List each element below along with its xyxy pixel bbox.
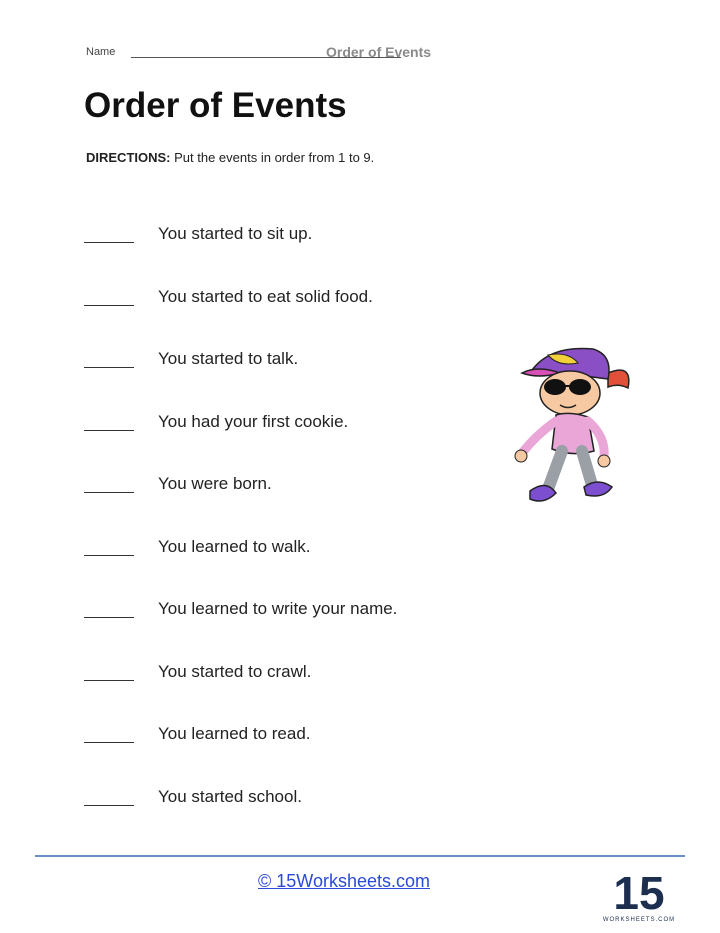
page-title: Order of Events [84,86,347,125]
name-label: Name [86,46,116,58]
event-text: You started to crawl. [158,662,312,681]
list-item [84,781,504,811]
event-text: You started to talk. [158,349,299,368]
directions-label: DIRECTIONS: [86,150,171,165]
answer-blank [84,305,134,306]
event-text: You learned to read. [158,724,311,743]
answer-blank [84,367,134,368]
directions-text: Put the events in order from 1 to 9. [170,150,375,165]
answer-blank [84,617,134,618]
event-text: You were born. [158,474,272,493]
list-item [84,718,504,748]
footer-divider [35,855,685,857]
list-item [84,343,504,373]
answer-blank [84,492,134,493]
cartoon-kid-illustration [508,343,638,513]
answer-blank [84,680,134,681]
answer-blank [84,555,134,556]
event-text: You learned to write your name. [158,599,398,618]
event-text: You learned to walk. [158,537,311,556]
list-item [84,468,504,498]
event-text: You had your first cookie. [158,412,349,431]
list-item [84,593,504,623]
15worksheets-logo [600,865,678,925]
list-item [84,406,504,436]
copyright-link[interactable]: © 15Worksheets.com [258,871,430,891]
list-item [84,656,504,686]
answer-blank [84,430,134,431]
list-item [84,218,504,248]
event-text: You started school. [158,787,302,806]
header [86,44,466,62]
event-text: You started to eat solid food. [158,287,373,306]
list-item [84,281,504,311]
directions [86,150,374,165]
logo-text: WORKSHEETS.COM [602,917,676,923]
logo-number: 15 [613,867,665,919]
event-text: You started to sit up. [158,224,313,243]
answer-blank [84,242,134,243]
answer-blank [84,742,134,743]
list-item [84,531,504,561]
answer-blank [84,805,134,806]
header-title: Order of Events [326,44,432,60]
